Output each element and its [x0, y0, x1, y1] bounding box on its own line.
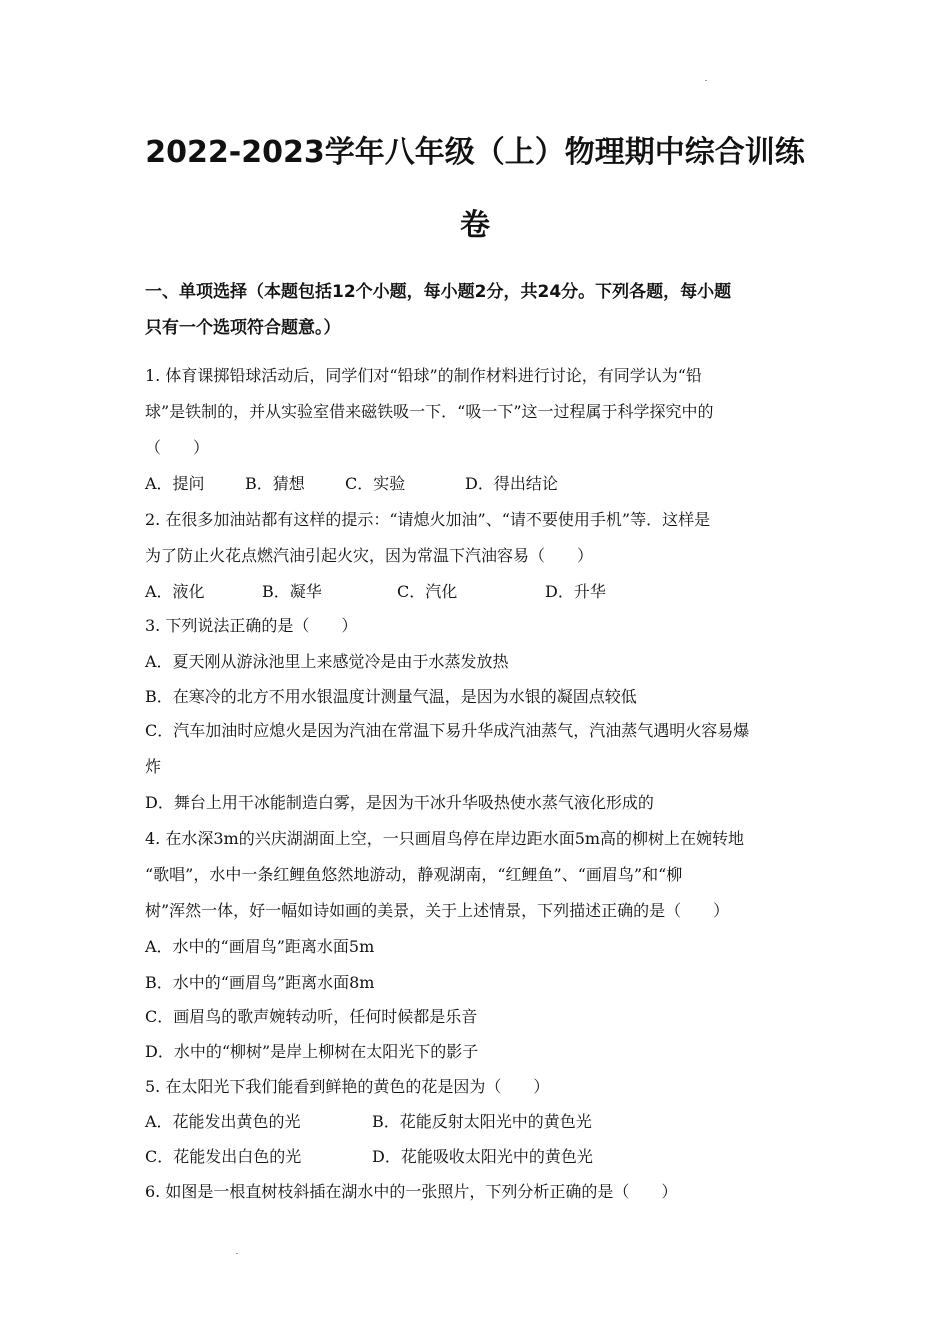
question-3-option-c-line-1: C．汽车加油时应熄火是因为汽油在常温下易升华成汽油蒸气，汽油蒸气遇明火容易爆 — [145, 721, 750, 740]
question-1-line-2: 球”是铁制的，并从实验室借来磁铁吸一下．“吸一下”这一过程属于科学探究中的 — [145, 402, 714, 421]
page-artifact-dot-top — [705, 80, 707, 81]
question-2-line-2: 为了防止火花点燃汽油引起火灾，因为常温下汽油容易（ ） — [145, 546, 594, 565]
page-title-line-1: 2022-2023学年八年级（上）物理期中综合训练 — [145, 135, 805, 170]
question-4-line-3: 树”浑然一体，好一幅如诗如画的美景，关于上述情景，下列描述正确的是（ ） — [145, 901, 730, 920]
question-4-option-c: C．画眉鸟的歌声婉转动听，任何时候都是乐音 — [145, 1007, 478, 1026]
question-2-line-1: 2. 在很多加油站都有这样的提示：“请熄火加油”、“请不要使用手机”等．这样是 — [145, 510, 711, 529]
question-2-option-b: B．凝华 — [262, 582, 322, 601]
page-artifact-dot-bottom — [236, 1253, 238, 1254]
question-5-option-c: C．花能发出白色的光 — [145, 1147, 302, 1166]
question-3-option-d: D．舞台上用干冰能制造白雾，是因为干冰升华吸热使水蒸气液化形成的 — [145, 793, 654, 812]
question-4-line-2: “歌唱”，水中一条红鲤鱼悠然地游动，静观湖南，“红鲤鱼”、“画眉鸟”和“柳 — [145, 865, 683, 884]
question-3-line-1: 3. 下列说法正确的是（ ） — [145, 616, 358, 635]
question-1-option-a: A．提问 — [145, 474, 205, 493]
question-4-line-1: 4. 在水深3m的兴庆湖湖面上空，一只画眉鸟停在岸边距水面5m高的柳树上在婉转地 — [145, 829, 745, 848]
question-1-line-3: （ ） — [145, 438, 210, 457]
question-1-option-b: B．猜想 — [245, 474, 305, 493]
question-3-option-b: B．在寒冷的北方不用水银温度计测量气温，是因为水银的凝固点较低 — [145, 687, 637, 706]
question-4-option-a: A．水中的“画眉鸟”距离水面5m — [145, 937, 375, 956]
question-6-line-1: 6. 如图是一根直树枝斜插在湖水中的一张照片，下列分析正确的是（ ） — [145, 1182, 678, 1201]
page-title-line-2: 卷 — [460, 208, 490, 243]
question-5-option-b: B．花能反射太阳光中的黄色光 — [372, 1112, 592, 1131]
question-3-option-c-line-2: 炸 — [145, 757, 162, 776]
question-5-option-d: D．花能吸收太阳光中的黄色光 — [372, 1147, 593, 1166]
question-2-option-d: D．升华 — [545, 582, 606, 601]
question-1-line-1: 1. 体育课掷铅球活动后，同学们对“铅球”的制作材料进行讨论，有同学认为“铅 — [145, 366, 702, 385]
section-heading-line-2: 只有一个选项符合题意。） — [145, 318, 341, 338]
question-3-option-a: A．夏天刚从游泳池里上来感觉冷是由于水蒸发放热 — [145, 652, 509, 671]
question-1-option-c: C．实验 — [345, 474, 406, 493]
question-2-option-a: A．液化 — [145, 582, 205, 601]
question-5-line-1: 5. 在太阳光下我们能看到鲜艳的黄色的花是因为（ ） — [145, 1077, 550, 1096]
question-2-option-c: C．汽化 — [397, 582, 458, 601]
question-5-option-a: A．花能发出黄色的光 — [145, 1112, 301, 1131]
question-4-option-d: D．水中的“柳树”是岸上柳树在太阳光下的影子 — [145, 1042, 479, 1061]
question-4-option-b: B．水中的“画眉鸟”距离水面8m — [145, 973, 375, 992]
question-1-option-d: D．得出结论 — [465, 474, 558, 493]
section-heading-line-1: 一、单项选择（本题包括12个小题，每小题2分，共24分。下列各题，每小题 — [145, 282, 732, 302]
